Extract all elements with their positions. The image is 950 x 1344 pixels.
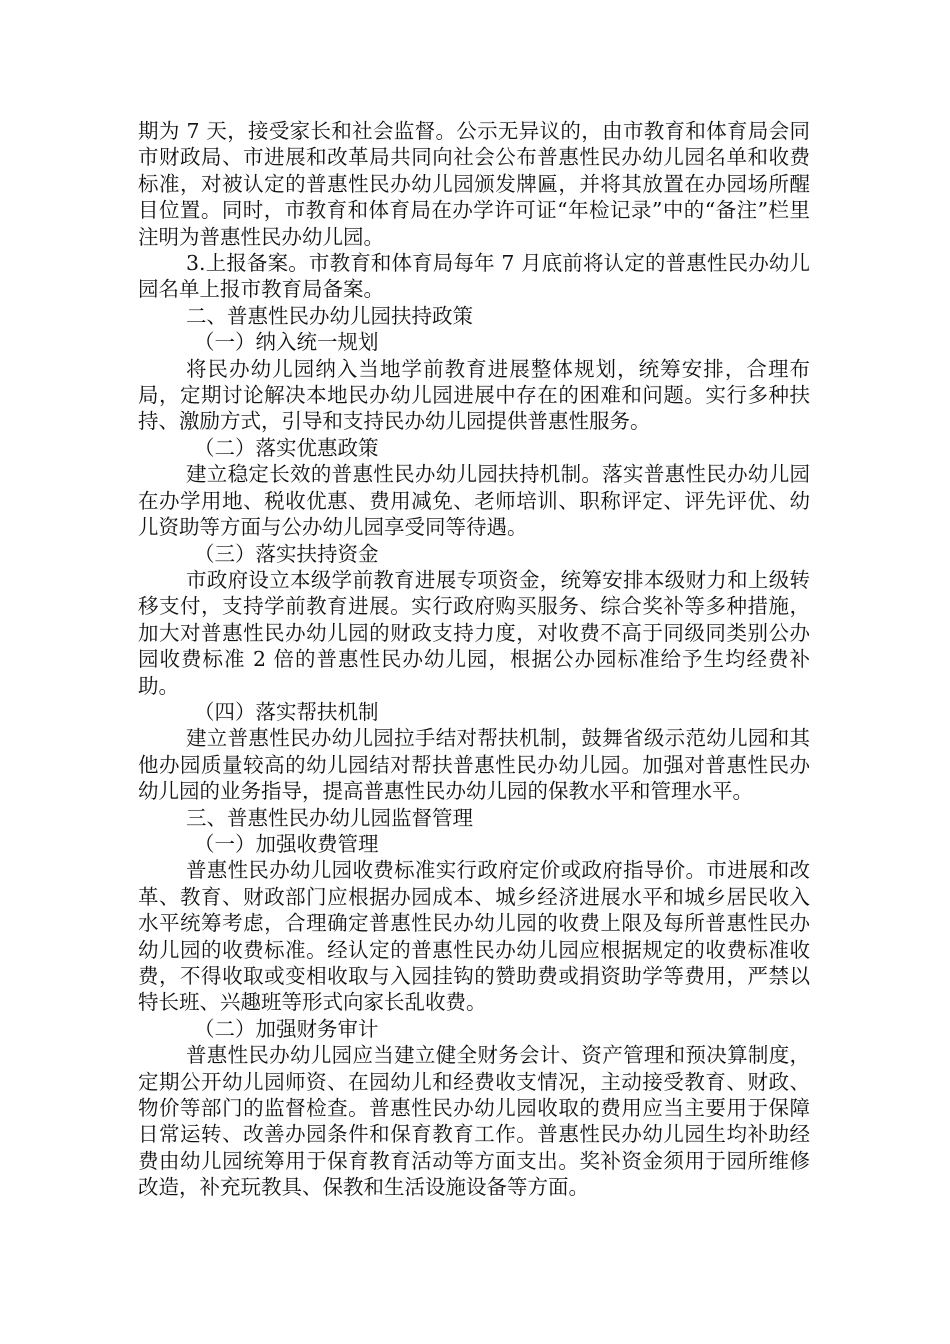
paragraph-fee-management: 普惠性民办幼儿园收费标准实行政府定价或政府指导价。市进展和改革、教育、财政部门应根据办园成本、城乡经济进展水平和城乡居民收入水平统筹考虑，合理确定普惠性民办幼儿园的收费上限及每所普惠性民办幼儿园的收费标准。经认定的普惠性民办幼儿园应根据规定的收费标准收费，不得收取或变相收取与入园挂钩的赞助费或捐资助学等费用，严禁以特长班、兴趣班等形式向家长乱收费。 — [138, 858, 810, 1015]
paragraph-continuation: 期为 7 天，接受家长和社会监督。公示无异议的，由市教育和体育局会同市财政局、市进展和改革局共同向社会公布普惠性民办幼儿园名单和收费标准，对被认定的普惠性民办幼儿园颁发牌匾，并将其放置在办园场所醒目位置。同时，市教育和体育局在办学许可证“年检记录”中的“备注”栏里注明为普惠性民办幼儿园。 — [138, 119, 810, 249]
subheading-assistance-mechanism: （四）落实帮扶机制 — [194, 699, 379, 724]
paragraph-assistance-mechanism: 建立普惠性民办幼儿园拉手结对帮扶机制，鼓舞省级示范幼儿园和其他办园质量较高的幼儿园结对帮扶普惠性民办幼儿园。加强对普惠性民办幼儿园的业务指导，提高普惠性民办幼儿园的保教水平和管理水平。 — [138, 726, 810, 804]
subheading-financial-audit: （二）加强财务审计 — [194, 1016, 379, 1041]
paragraph-support-funds: 市政府设立本级学前教育进展专项资金，统筹安排本级财力和上级转移支付，支持学前教育进展。实行政府购买服务、综合奖补等多种措施，加大对普惠性民办幼儿园的财政支持力度，对收费不高于同级同类别公办园收费标准 2 倍的普惠性民办幼儿园，根据公办园标准给予生均经费补助。 — [138, 567, 810, 698]
subheading-fee-management: （一）加强收费管理 — [194, 831, 379, 856]
document-page — [138, 118, 810, 1201]
section-heading-supervision: 三、普惠性民办幼儿园监督管理 — [186, 805, 473, 830]
paragraph-report-filing: 3.上报备案。市教育和体育局每年 7 月底前将认定的普惠性民办幼儿园名单上报市教育局备案。 — [138, 251, 810, 302]
paragraph-preferential-policy: 建立稳定长效的普惠性民办幼儿园扶持机制。落实普惠性民办幼儿园在办学用地、税收优惠、费用减免、老师培训、职称评定、评先评优、幼儿资助等方面与公办幼儿园享受同等待遇。 — [138, 462, 810, 540]
paragraph-financial-audit: 普惠性民办幼儿园应当建立健全财务会计、资产管理和预决算制度，定期公开幼儿园师资、在园幼儿和经费收支情况，主动接受教育、财政、物价等部门的监督检查。普惠性民办幼儿园收取的费用应当主要用于保障日常运转、改善办园条件和保育教育工作。普惠性民办幼儿园生均补助经费由幼儿园统筹用于保育教育活动等方面支出。奖补资金须用于园所维修改造，补充玩教具、保教和生活设施设备等方面。 — [138, 1043, 810, 1200]
subheading-unified-planning: （一）纳入统一规划 — [194, 330, 379, 355]
subheading-preferential-policy: （二）落实优惠政策 — [194, 435, 379, 460]
subheading-support-funds: （三）落实扶持资金 — [194, 541, 379, 566]
paragraph-unified-planning: 将民办幼儿园纳入当地学前教育进展整体规划，统筹安排，合理布局，定期讨论解决本地民办幼儿园进展中存在的困难和问题。实行多种扶持、激励方式，引导和支持民办幼儿园提供普惠性服务。 — [138, 356, 810, 434]
section-heading-support-policy: 二、普惠性民办幼儿园扶持政策 — [186, 303, 473, 328]
